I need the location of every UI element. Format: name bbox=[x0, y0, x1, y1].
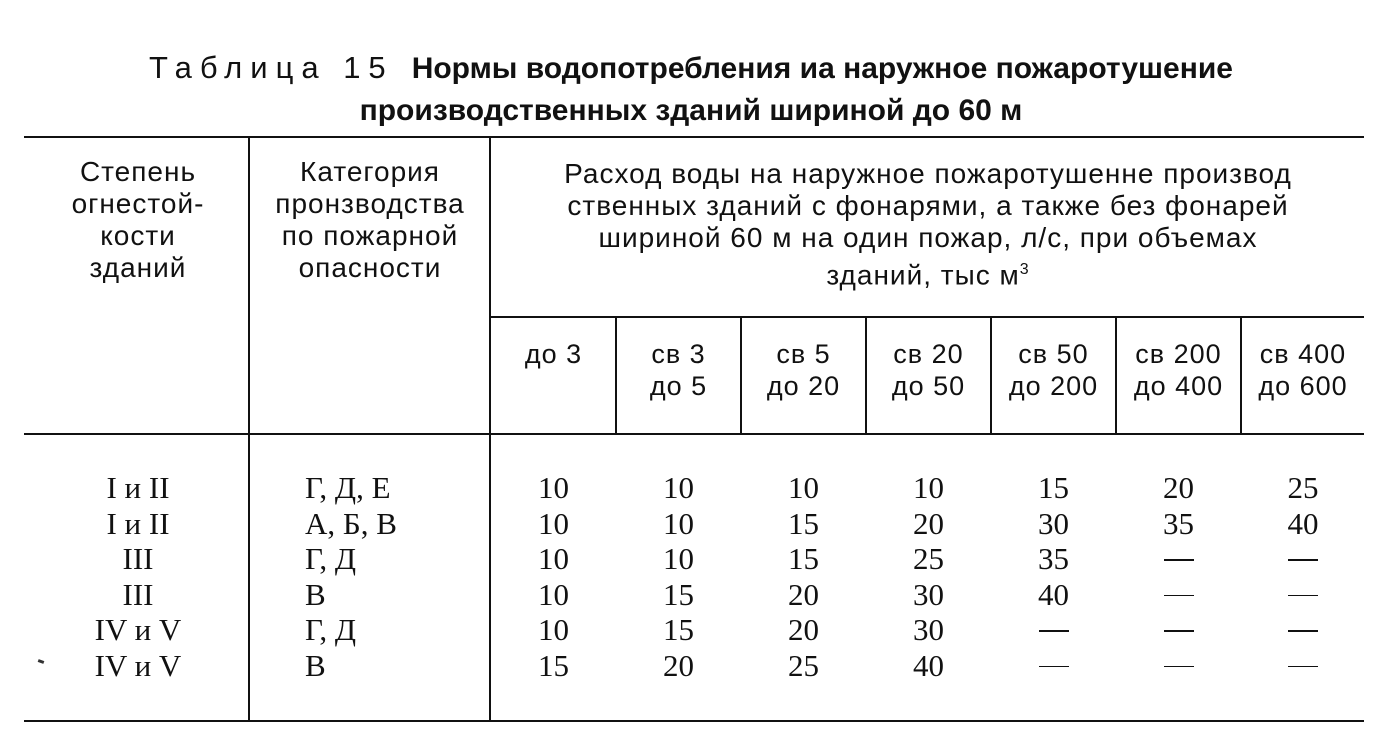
value-cell bbox=[1242, 541, 1364, 577]
volume-header-5-to-20 bbox=[742, 338, 865, 402]
volume-header-3-to-5 bbox=[617, 338, 740, 402]
value-cell bbox=[992, 648, 1115, 684]
volume-column-400-to-600 bbox=[1242, 470, 1364, 683]
table-title-line2: производственных зданий шириной до 60 м bbox=[359, 94, 1023, 127]
volume-header-line2: до 400 bbox=[1133, 371, 1224, 401]
category-cell: В bbox=[305, 647, 326, 683]
volume-header-line2: до 50 bbox=[891, 371, 966, 401]
value-cell: 10 bbox=[913, 470, 944, 505]
value-cell: 10 bbox=[663, 470, 694, 505]
dash-mark bbox=[1164, 559, 1194, 561]
group-header-rule bbox=[490, 316, 1364, 318]
value-cell bbox=[992, 612, 1115, 648]
value-cell: 10 bbox=[538, 576, 569, 612]
value-cell: 40 bbox=[1038, 576, 1069, 612]
category-cell: Г, Д bbox=[305, 612, 357, 647]
volume-header-20-to-50 bbox=[867, 338, 990, 402]
volume-column-20-to-50 bbox=[867, 470, 990, 683]
degree-column bbox=[30, 470, 246, 683]
volume-header-line1: св 20 bbox=[893, 339, 964, 369]
dash-mark bbox=[1288, 630, 1318, 632]
value-cell: 10 bbox=[538, 612, 569, 647]
category-cell: В bbox=[305, 576, 326, 612]
dash-mark bbox=[1039, 666, 1069, 668]
degree-cell: I и II bbox=[106, 505, 170, 541]
group-header-unit-superscript: 3 bbox=[1019, 261, 1030, 278]
volume-header-400-to-600 bbox=[1242, 338, 1364, 402]
volume-column-50-to-200 bbox=[992, 470, 1115, 683]
table-number-label: Таблица 15 bbox=[149, 50, 394, 85]
header-fire-resistance-degree: Степень огнестой- кости зданий bbox=[71, 156, 205, 283]
value-cell: 25 bbox=[1287, 470, 1319, 505]
dash-mark bbox=[1288, 559, 1318, 561]
value-cell: 20 bbox=[788, 612, 819, 647]
category-cell: А, Б, В bbox=[305, 505, 397, 541]
dash-mark bbox=[1164, 630, 1194, 632]
value-cell bbox=[1117, 541, 1240, 577]
table-bottom-rule bbox=[24, 720, 1364, 722]
value-cell: 20 bbox=[663, 647, 694, 683]
dash-mark bbox=[1164, 666, 1194, 668]
volume-header-line2: до 600 bbox=[1258, 371, 1348, 401]
volume-column-upto-3 bbox=[492, 470, 615, 683]
value-cell: 20 bbox=[913, 505, 944, 541]
category-column bbox=[305, 470, 485, 683]
table-title bbox=[0, 46, 1382, 132]
value-cell: 10 bbox=[788, 470, 819, 505]
value-cell: 30 bbox=[1038, 505, 1069, 541]
value-cell: 40 bbox=[1287, 505, 1319, 541]
value-cell: 10 bbox=[538, 541, 569, 576]
dash-mark bbox=[1288, 595, 1318, 597]
value-cell: 10 bbox=[663, 541, 694, 576]
header-production-category: Категория пронзводства по пожарной опасности bbox=[275, 156, 465, 283]
dash-mark bbox=[1164, 595, 1194, 597]
value-cell: 15 bbox=[1038, 470, 1069, 505]
value-cell: 30 bbox=[913, 576, 944, 612]
volume-header-50-to-200 bbox=[992, 338, 1115, 402]
volume-header-line1: до 3 bbox=[524, 339, 583, 369]
degree-cell: III bbox=[122, 541, 154, 576]
value-cell bbox=[1242, 612, 1364, 648]
value-cell: 15 bbox=[788, 541, 819, 576]
table-title-line1: Нормы водопотребления иа наружное пожаротушение bbox=[411, 52, 1233, 85]
volume-header-line1: св 50 bbox=[1018, 339, 1089, 369]
volume-column-5-to-20 bbox=[742, 470, 865, 683]
volume-header-line2: до 5 bbox=[649, 371, 708, 401]
degree-cell: I и II bbox=[106, 470, 170, 505]
degree-cell: IV и V bbox=[94, 647, 182, 683]
column-divider bbox=[489, 136, 491, 722]
volume-header-line2: до 20 bbox=[766, 371, 841, 401]
header-water-consumption-group bbox=[494, 158, 1362, 291]
degree-cell: IV и V bbox=[94, 612, 182, 647]
value-cell: 10 bbox=[538, 505, 569, 541]
value-cell bbox=[1242, 577, 1364, 613]
dash-mark bbox=[1288, 666, 1318, 668]
value-cell: 35 bbox=[1038, 541, 1069, 576]
value-cell: 15 bbox=[538, 647, 569, 683]
volume-column-3-to-5 bbox=[617, 470, 740, 683]
volume-header-line1: св 200 bbox=[1135, 339, 1222, 369]
value-cell: 15 bbox=[663, 612, 694, 647]
group-header-text: Расход воды на наружное пожаротушенне производ ственных зданий с фонарями, а также без фонарей шириной 60 м на один пожар, л/с, при объемах зданий, тыс м bbox=[564, 158, 1292, 291]
volume-header-200-to-400 bbox=[1117, 338, 1240, 402]
category-cell: Г, Д bbox=[305, 541, 357, 576]
value-cell: 40 bbox=[913, 647, 944, 683]
column-divider bbox=[248, 136, 250, 722]
value-cell: 25 bbox=[788, 647, 819, 683]
volume-column-200-to-400 bbox=[1117, 470, 1240, 683]
volume-header-upto-3 bbox=[492, 338, 615, 370]
degree-cell: III bbox=[122, 576, 154, 612]
value-cell: 15 bbox=[788, 505, 819, 541]
dash-mark bbox=[1039, 630, 1069, 632]
value-cell bbox=[1117, 612, 1240, 648]
value-cell bbox=[1117, 648, 1240, 684]
value-cell bbox=[1117, 577, 1240, 613]
value-cell: 20 bbox=[788, 576, 819, 612]
volume-header-line2: до 200 bbox=[1008, 371, 1099, 401]
value-cell bbox=[1242, 648, 1364, 684]
value-cell: 10 bbox=[663, 505, 694, 541]
value-cell: 30 bbox=[913, 612, 944, 647]
table-top-rule bbox=[24, 136, 1364, 138]
category-cell: Г, Д, Е bbox=[305, 470, 391, 505]
volume-header-line1: св 5 bbox=[776, 339, 831, 369]
value-cell: 10 bbox=[538, 470, 569, 505]
value-cell: 35 bbox=[1163, 505, 1194, 541]
volume-header-line1: св 3 bbox=[651, 339, 706, 369]
header-bottom-rule bbox=[24, 433, 1364, 435]
volume-header-line1: св 400 bbox=[1259, 339, 1347, 369]
value-cell: 15 bbox=[663, 576, 694, 612]
value-cell: 20 bbox=[1163, 470, 1194, 505]
value-cell: 25 bbox=[913, 541, 944, 576]
